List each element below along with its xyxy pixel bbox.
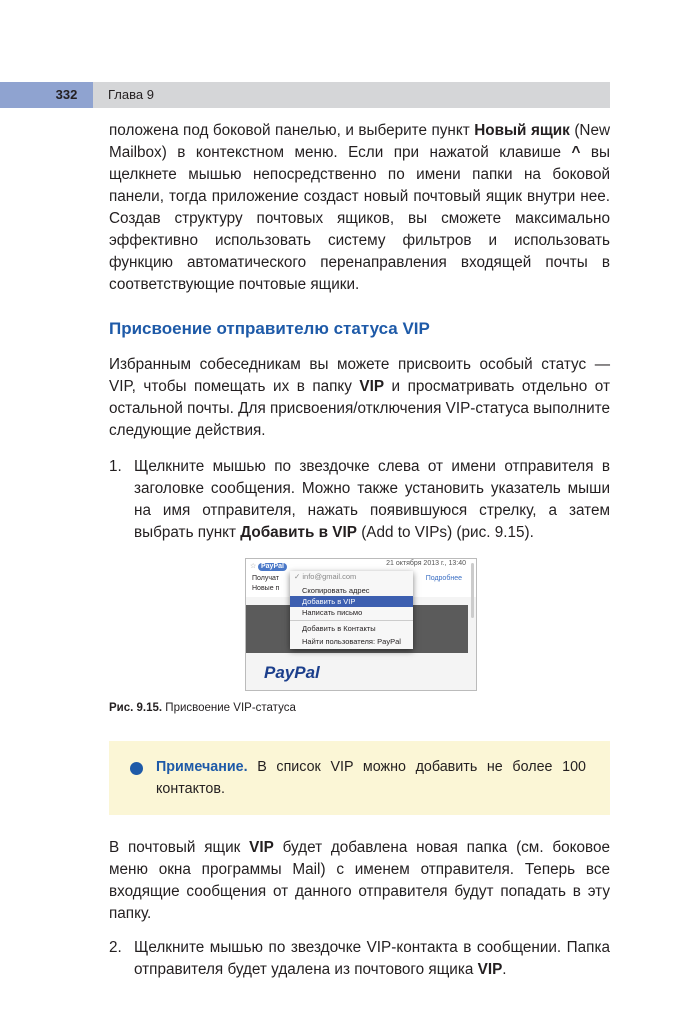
note-box — [109, 741, 610, 815]
note-bullet-icon — [130, 762, 143, 775]
text: будет добавлена новая папка (см. боковое меню окна программы Mail) с именем отправителя. Теперь все входящие сообщения от данного отправителя будут попадать в эту папку. — [109, 839, 610, 922]
control-key-icon: ^ — [571, 144, 581, 161]
page-number-box — [0, 82, 93, 108]
date: 21 октября 2013 г., 13:40 — [386, 560, 466, 567]
body — [109, 120, 610, 981]
menu-item[interactable]: Скопировать адрес — [302, 586, 370, 595]
text: положена под боковой панелью, и выберите пункт — [109, 122, 475, 139]
list-item-1 — [109, 456, 610, 544]
paragraph-3 — [109, 837, 610, 925]
caption-label: Рис. 9.15. — [109, 702, 163, 714]
running-header — [0, 82, 610, 108]
list-number: 2. — [109, 939, 122, 956]
text: (New Mailbox) в контекстном меню. Если при нажатой клавише — [109, 122, 611, 161]
bold-term: VIP — [249, 839, 274, 856]
caption-text: Присвоение VIP-статуса — [162, 702, 296, 714]
paragraph-1 — [109, 120, 610, 296]
chapter-title: Глава 9 — [108, 87, 154, 102]
text: Получат — [252, 575, 279, 582]
text: Щелкните мышью по звездочке VIP-контакта в сообщении. Папка отправителя будет удалена из почтового ящика — [134, 939, 610, 978]
text: . — [502, 961, 507, 978]
note-label: Примечание. — [156, 759, 248, 775]
bold-term: VIP — [477, 961, 503, 978]
figure-caption — [109, 701, 610, 715]
paypal-logo: PayPal — [264, 663, 320, 682]
email: info@gmail.com — [302, 572, 357, 581]
star-icon[interactable]: ☆ — [250, 563, 257, 570]
list-number: 1. — [109, 458, 122, 475]
scrollbar[interactable] — [471, 563, 474, 618]
text: (Add to VIPs) (рис. 9.15). — [356, 524, 534, 541]
text: вы щелкнете мышью непосредственно по имени папки на боковой панели, тогда приложение создаст новый почтовый ящик внутри нее. Создав структуру почтовых ящиков, вы сможете максимально эффективно использовать систему фильтров и использовать функцию автоматического перенаправления входящей почты в соответствующие почтовые ящики. — [109, 144, 610, 293]
menu-item[interactable]: Найти пользователя: PayPal — [302, 637, 401, 646]
context-menu: ✓ info@gmail.com Скопировать адрес Добавить в VIP Написать письмо Добавить в Контакты Найти пользователя: PayPal — [290, 571, 413, 649]
menu-item-add-vip[interactable]: Добавить в VIP — [290, 596, 413, 607]
details-link[interactable]: Подробнее — [425, 575, 462, 582]
menu-item[interactable]: Написать письмо — [302, 608, 363, 617]
sender-tag[interactable]: PayPal — [258, 563, 287, 571]
text: и просматривать отдельно от остальной почты. Для присвоения/отключения VIP-статуса выполните следующие действия. — [109, 378, 610, 439]
paragraph-2 — [109, 354, 610, 442]
text: Избранным собеседникам вы можете присвоить особый статус — VIP, чтобы помещать их в папку — [109, 356, 610, 395]
section-heading: Присвоение отправителю статуса VIP — [109, 319, 430, 338]
text: В почтовый ящик — [109, 839, 250, 856]
menu-item[interactable]: Добавить в Контакты — [302, 624, 376, 633]
text: Щелкните мышью по звездочке слева от имени отправителя в заголовке сообщения. Можно также установить указатель мыши на имя отправителя, нажать появившуюся стрелку, а затем выбрать пункт — [134, 458, 610, 541]
page-number: 332 — [55, 87, 78, 102]
list-item-2 — [109, 937, 610, 981]
text: Новые п — [252, 585, 280, 592]
bold-term: Добавить в VIP — [240, 524, 357, 541]
bold-term: Новый ящик — [474, 122, 570, 139]
figure-screenshot — [245, 558, 477, 691]
bold-term: VIP — [359, 378, 385, 395]
note-text: В список VIP можно добавить не более 100 контактов. — [156, 759, 586, 797]
